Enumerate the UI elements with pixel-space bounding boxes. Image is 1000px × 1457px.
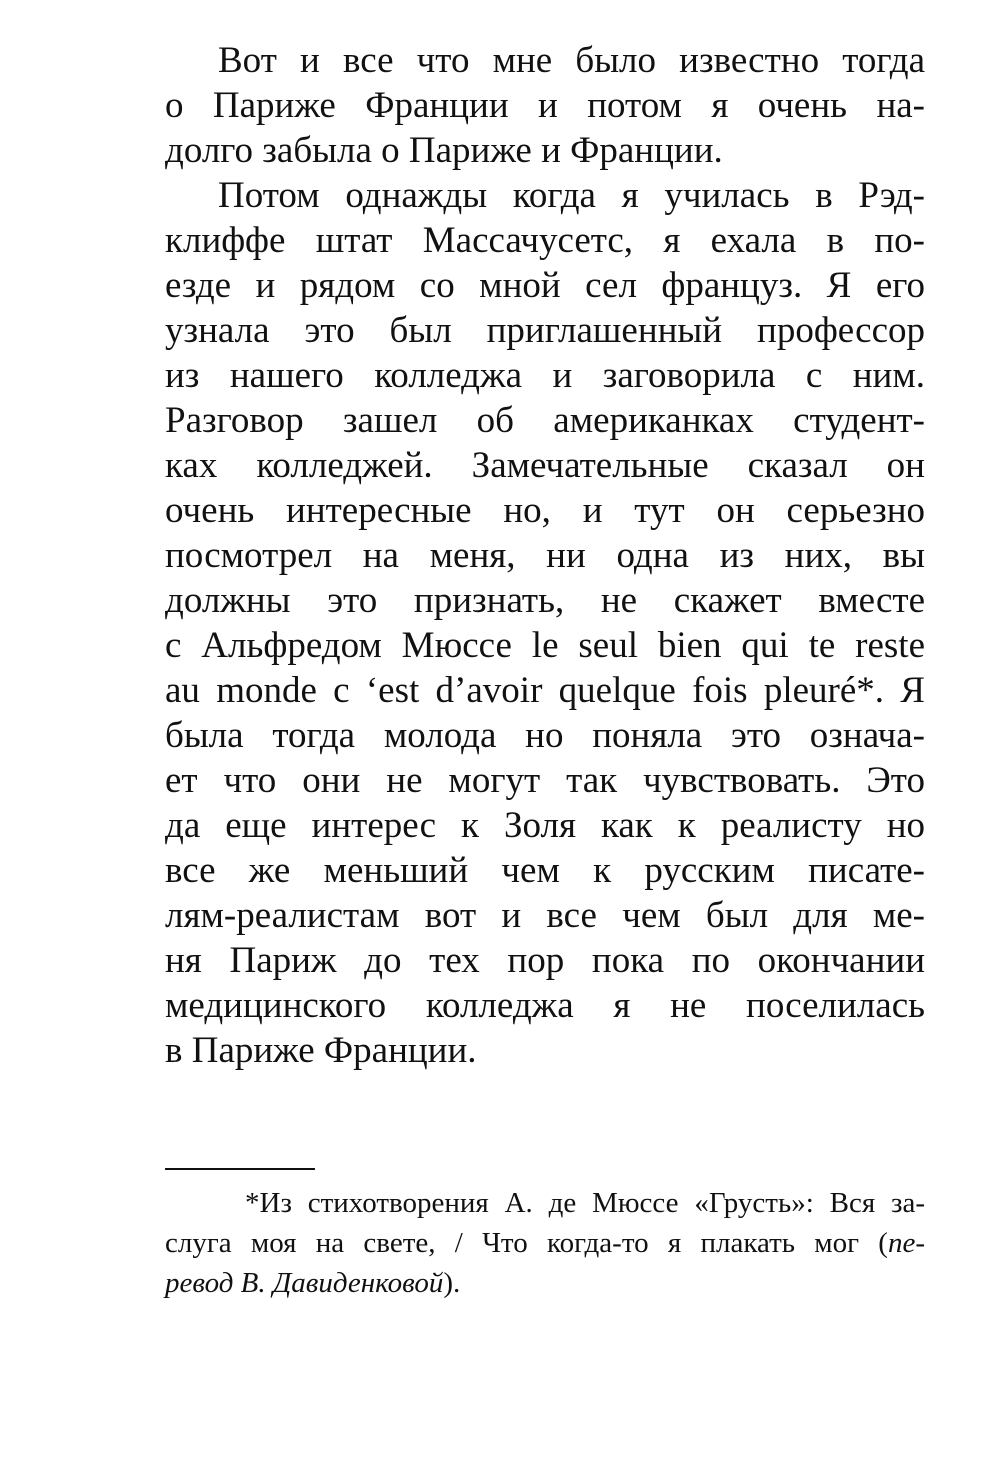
main-text (165, 38, 925, 1073)
text-line: все же меньший чем к русским писате- (165, 850, 925, 891)
text-line: должны это признать, не скажет вместе (165, 580, 925, 621)
footnote (165, 1183, 925, 1303)
footnote-italic-text: пе- (887, 1227, 925, 1259)
footnote-line (165, 1263, 925, 1303)
text-line: очень интересные но, и тут он серьезно (165, 490, 925, 531)
text-line: Разговор зашел об американках студент- (165, 400, 925, 441)
text-line: медицинского колледжа я не поселилась (165, 985, 925, 1026)
footnote-divider (165, 1168, 315, 1170)
text-line: с Альфредом Мюссе le seul bien qui te reste (165, 625, 925, 666)
text-line: клиффе штат Массачусетс, я ехала в по- (165, 220, 925, 261)
text-line: в Париже Франции. (165, 1030, 477, 1071)
footnote-text: слуга моя на свете, / Что когда-то я плакать мог ( (165, 1227, 888, 1259)
text-line: езде и рядом со мной сел француз. Я его (165, 265, 925, 306)
footnote-line: *Из стихотворения А. де Мюссе «Грусть»: Вся за- (245, 1187, 925, 1219)
text-line: посмотрел на меня, ни одна из них, вы (165, 535, 925, 576)
text-line: au monde c ‘est d’avoir quelque fois pleuré*. Я (165, 670, 925, 711)
text-line: узнала это был приглашенный профессор (165, 310, 925, 351)
text-line: Вот и все что мне было известно тогда (218, 40, 925, 81)
text-line: о Париже Франции и потом я очень на- (165, 85, 925, 126)
text-line: ня Париж до тех пор пока по окончании (165, 940, 925, 981)
text-line: ках колледжей. Замечательные сказал он (165, 445, 925, 486)
text-line: была тогда молода но поняла это означа- (165, 715, 925, 756)
text-line: ет что они не могут так чувствовать. Это (165, 760, 925, 801)
footnote-line (165, 1223, 925, 1263)
footnote-italic-text: ревод В. Давиденковой (165, 1267, 444, 1299)
text-line: Потом однажды когда я училась в Рэд- (218, 175, 925, 216)
text-line: да еще интерес к Золя как к реалисту но (165, 805, 925, 846)
footnote-text: ). (443, 1267, 461, 1299)
text-line: долго забыла о Париже и Франции. (165, 130, 723, 171)
text-line: из нашего колледжа и заговорила с ним. (165, 355, 925, 396)
text-line: лям-реалистам вот и все чем был для ме- (165, 895, 925, 936)
